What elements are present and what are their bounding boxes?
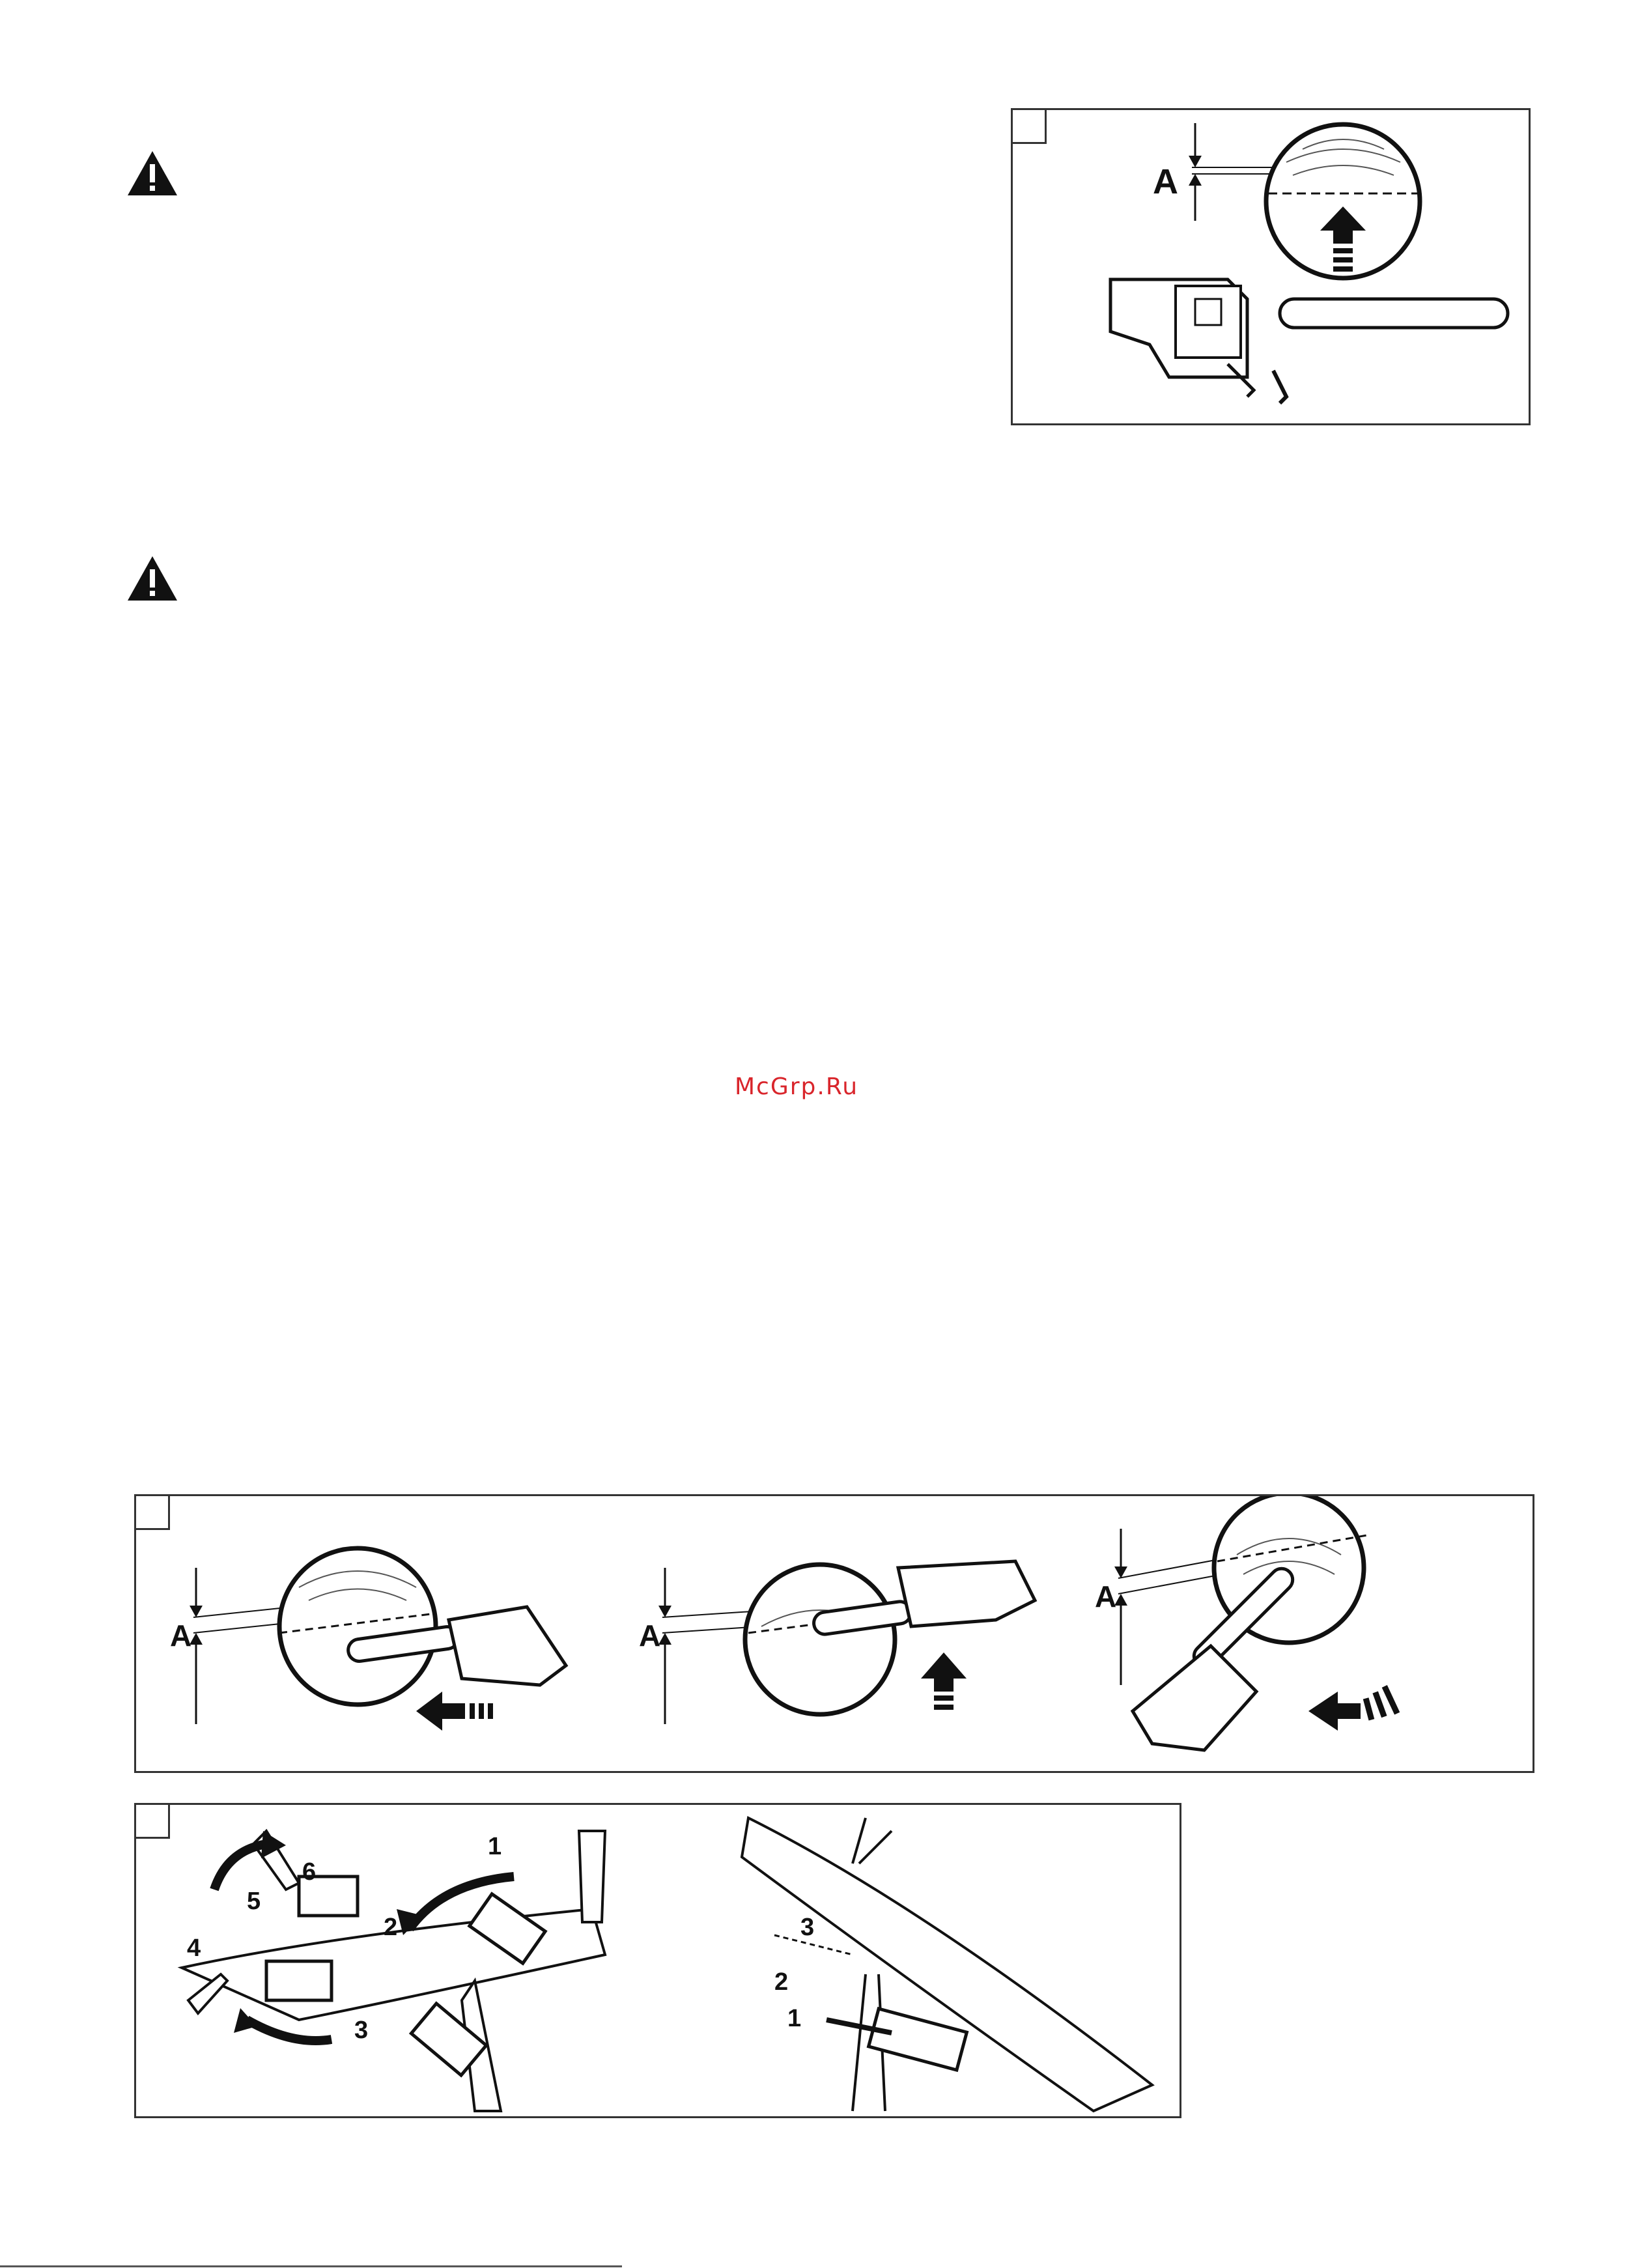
warning-triangle-icon xyxy=(125,554,180,603)
watermark: McGrp.Ru xyxy=(735,1073,859,1100)
figure-middle-cutting-positions xyxy=(134,1494,1534,1773)
step-number: 3 xyxy=(354,2017,369,2044)
chainsaw-illustration xyxy=(1110,279,1508,403)
panel-3 xyxy=(1095,1496,1400,1750)
warning-triangle-icon xyxy=(125,149,180,198)
step-number: 3 xyxy=(800,1914,815,1941)
arrow-left-icon xyxy=(416,1692,493,1731)
branch-cut-illustration xyxy=(742,1818,1152,2111)
dimension-label-a: A xyxy=(1153,162,1178,201)
dimension-label-a-3: A xyxy=(1095,1580,1117,1613)
step-number: 1 xyxy=(787,2005,802,2032)
panel-2 xyxy=(639,1561,1035,1724)
dimension-label-a-1: A xyxy=(170,1619,192,1652)
step-number: 4 xyxy=(187,1935,201,1962)
footer-divider xyxy=(0,2265,622,2267)
panel-1 xyxy=(170,1548,566,1731)
step-number: 1 xyxy=(488,1833,502,1860)
figure-bottom-limbing xyxy=(134,1803,1181,2118)
step-number: 2 xyxy=(774,1968,789,1996)
step-number: 6 xyxy=(302,1858,317,1886)
dimension-label-a-2: A xyxy=(639,1619,661,1652)
figure-top-underside-cut xyxy=(1011,108,1531,425)
log-cross-section xyxy=(1266,124,1420,278)
arrow-left-icon xyxy=(1308,1685,1400,1731)
arrow-up-icon xyxy=(921,1652,967,1710)
step-number: 2 xyxy=(384,1914,398,1941)
limbing-sequence-illustration xyxy=(182,1831,605,2111)
step-number: 5 xyxy=(247,1888,261,1915)
